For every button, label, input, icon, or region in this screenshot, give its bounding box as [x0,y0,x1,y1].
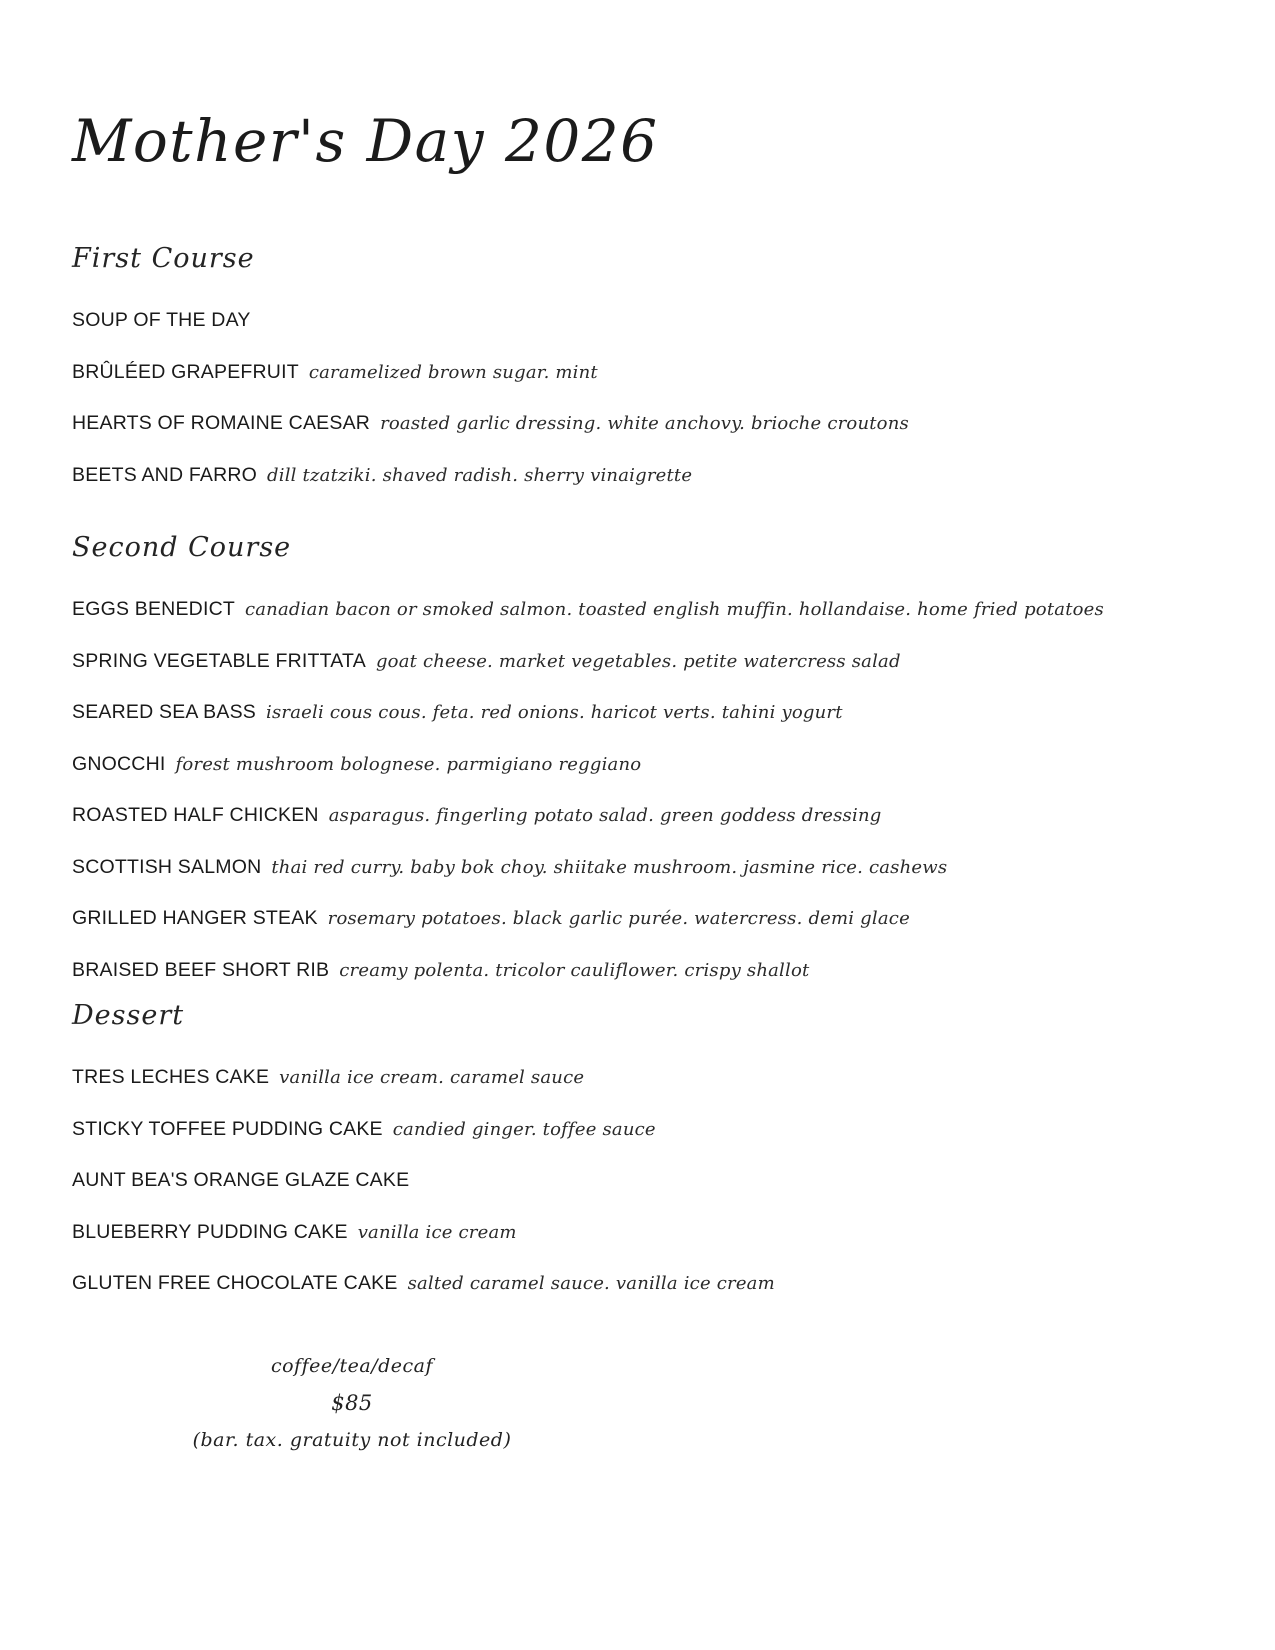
menu-item-name: SPRING VEGETABLE FRITTATA [72,649,366,672]
menu-item [72,1220,1192,1245]
menu-item [72,1065,1192,1090]
menu-item-name: STICKY TOFFEE PUDDING CAKE [72,1117,383,1140]
menu-item-name: EGGS BENEDICT [72,598,235,620]
menu-item [72,360,1192,385]
menu-item [72,308,1192,333]
menu-item-description: caramelized brown sugar. mint [308,361,598,383]
menu-item-description: candied ginger. toffee sauce [392,1118,656,1140]
menu-item-name: BRAISED BEEF SHORT RIB [72,958,330,981]
page-title: Mother's Day 2026 [72,106,659,175]
section-dessert [72,1000,1192,1323]
footer-price: $85 [331,1391,373,1415]
menu-item-name: GRILLED HANGER STEAK [72,907,318,929]
menu-item-description: asparagus. fingerling potato salad. green goddess dressing [328,805,882,826]
menu-item-description: creamy polenta. tricolor cauliflower. crispy shallot [339,959,810,981]
menu-item [72,803,1192,828]
section-second-course [72,532,1192,1009]
menu-item [72,411,1192,436]
menu-item-name: SEARED SEA BASS [72,701,256,723]
menu-item [72,1117,1192,1142]
menu-item-description: roasted garlic dressing. white anchovy. brioche croutons [380,413,909,434]
menu-item-description: canadian bacon or smoked salmon. toasted english muffin. hollandaise. home fried potatoes [244,599,1104,620]
menu-item-name: BLUEBERRY PUDDING CAKE [72,1220,348,1243]
section-heading: Dessert [72,1000,185,1031]
menu-item [72,700,1192,725]
menu-item-name: AUNT BEA'S ORANGE GLAZE CAKE [72,1169,410,1191]
menu-item-name: GNOCCHI [72,752,166,775]
menu-item [72,1271,1192,1296]
section-heading: Second Course [72,532,292,563]
menu-item-description: forest mushroom bolognese. parmigiano reggiano [175,753,642,775]
menu-item [72,649,1192,674]
section-first-course [72,243,1192,514]
footer-note: (bar. tax. gratuity not included) [192,1429,512,1451]
menu-item-description: goat cheese. market vegetables. petite watercress salad [375,650,901,672]
menu-item [72,906,1192,931]
menu-item-name: SOUP OF THE DAY [72,309,251,331]
menu-item-description: vanilla ice cream. caramel sauce [279,1067,585,1088]
menu-item-description: salted caramel sauce. vanilla ice cream [407,1273,775,1294]
section-heading: First Course [72,243,255,274]
menu-footer [72,1355,632,1465]
menu-item-name: BEETS AND FARRO [72,463,258,486]
menu-item-description: thai red curry. baby bok choy. shiitake mushroom. jasmine rice. cashews [271,856,948,878]
menu-item [72,752,1192,777]
menu-item-name: HEARTS OF ROMAINE CAESAR [72,412,371,434]
menu-item-name: BRÛLÉED GRAPEFRUIT [72,360,299,383]
menu-item-name: SCOTTISH SALMON [72,855,262,878]
menu-item-name: TRES LECHES CAKE [72,1066,270,1088]
menu-item [72,597,1192,622]
menu-item-name: GLUTEN FREE CHOCOLATE CAKE [72,1272,398,1294]
menu-item-description: vanilla ice cream [357,1221,517,1243]
menu-item-name: ROASTED HALF CHICKEN [72,804,319,826]
menu-item-description: israeli cous cous. feta. red onions. haricot verts. tahini yogurt [266,702,843,723]
menu-item [72,855,1192,880]
menu-item [72,958,1192,983]
footer-beverages: coffee/tea/decaf [270,1355,434,1377]
menu-item-description: rosemary potatoes. black garlic purée. watercress. demi glace [327,908,910,929]
menu-item [72,463,1192,488]
menu-item-description: dill tzatziki. shaved radish. sherry vinaigrette [267,464,693,486]
menu-item [72,1168,1192,1193]
